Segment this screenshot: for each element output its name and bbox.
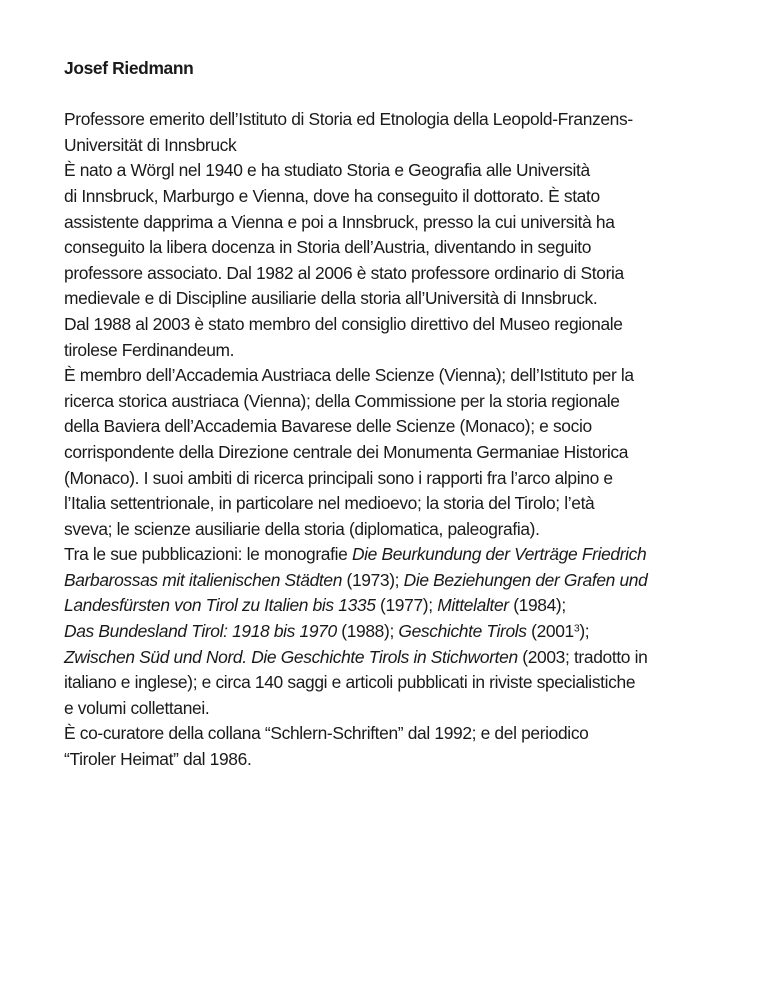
book-year: (2003; tradotto in [517, 646, 648, 667]
edition-superscript: 3 [573, 623, 580, 635]
book-title: Die Beziehungen der Grafen und [403, 569, 648, 590]
text-line: “Tiroler Heimat” dal 1986. [64, 749, 252, 770]
text-line: medievale e di Discipline ausiliarie della storia all’Università di Innsbruck. [64, 288, 598, 309]
text-line: ricerca storica austriaca (Vienna); della Commissione per la storia regionale [64, 390, 620, 411]
career-paragraph [64, 158, 704, 312]
text-line: tirolese Ferdinandeum. [64, 339, 235, 360]
text-line: italiano e inglese); e circa 140 saggi e articoli pubblicati in riviste specialistiche [64, 672, 636, 693]
text-line: È membro dell’Accademia Austriaca delle Scienze (Vienna); dell’Istituto per la [64, 365, 634, 386]
text-line: sveva; le scienze ausiliarie della storia (diplomatica, paleografia). [64, 518, 540, 539]
text-line: assistente dapprima a Vienna e poi a Innsbruck, presso la cui università ha [64, 211, 615, 232]
text-line: È nato a Wörgl nel 1940 e ha studiato Storia e Geografia alle Università [64, 160, 590, 181]
book-year: (1988); [336, 621, 399, 642]
publications-paragraph [64, 542, 704, 721]
text-line: della Baviera dell’Accademia Bavarese delle Scienze (Monaco); e socio [64, 416, 592, 437]
book-title: Die Beurkundung der Verträge Friedrich [351, 544, 647, 565]
book-title: Mittelalter [437, 595, 509, 616]
text-line [64, 645, 704, 671]
text-line [64, 593, 704, 619]
text-line: conseguito la libera docenza in Storia dell’Austria, diventando in seguito [64, 237, 592, 258]
text-line: Dal 1988 al 2003 è stato membro del consiglio direttivo del Museo regionale [64, 313, 623, 334]
text-line: professore associato. Dal 1982 al 2006 è stato professore ordinario di Storia [64, 262, 624, 283]
text-line: (Monaco). I suoi ambiti di ricerca principali sono i rapporti fra l’arco alpino e [64, 467, 613, 488]
affiliation-paragraph [64, 107, 704, 158]
publications-intro: Tra le sue pubblicazioni: le monografie [64, 544, 352, 565]
text-line: È co-curatore della collana “Schlern-Schriften” dal 1992; e del periodico [64, 723, 589, 744]
museum-paragraph [64, 312, 704, 363]
book-title: Geschichte Tirols [398, 621, 527, 642]
memberships-paragraph [64, 363, 704, 542]
book-year: (1984); [508, 595, 566, 616]
text-line [64, 619, 704, 645]
text-line [64, 568, 704, 594]
book-title: Zwischen Süd und Nord. Die Geschichte Tirols in Stichworten [64, 646, 518, 667]
text-line: l’Italia settentrionale, in particolare nel medioevo; la storia del Tirolo; l’età [64, 493, 595, 514]
text-line: e volumi collettanei. [64, 697, 210, 718]
book-title: Barbarossas mit italienischen Städten [64, 569, 343, 590]
biography-page [64, 56, 704, 773]
text-line: Universität di Innsbruck [64, 134, 237, 155]
text-line: corrispondente della Direzione centrale dei Monumenta Germaniae Historica [64, 441, 629, 462]
book-year: (1973); [342, 569, 404, 590]
book-year: (2001 [526, 621, 574, 642]
book-year-close: ); [579, 621, 590, 642]
editorial-paragraph [64, 721, 704, 772]
text-line [64, 542, 704, 568]
author-name: Josef Riedmann [64, 58, 194, 78]
book-title: Das Bundesland Tirol: 1918 bis 1970 [64, 621, 337, 642]
text-line: Professore emerito dell’Istituto di Storia ed Etnologia della Leopold-Franzens- [64, 109, 633, 130]
section-spacer [64, 82, 704, 108]
text-line: di Innsbruck, Marburgo e Vienna, dove ha conseguito il dottorato. È stato [64, 185, 600, 206]
book-year: (1977); [375, 595, 438, 616]
book-title: Landesfürsten von Tirol zu Italien bis 1335 [64, 595, 376, 616]
